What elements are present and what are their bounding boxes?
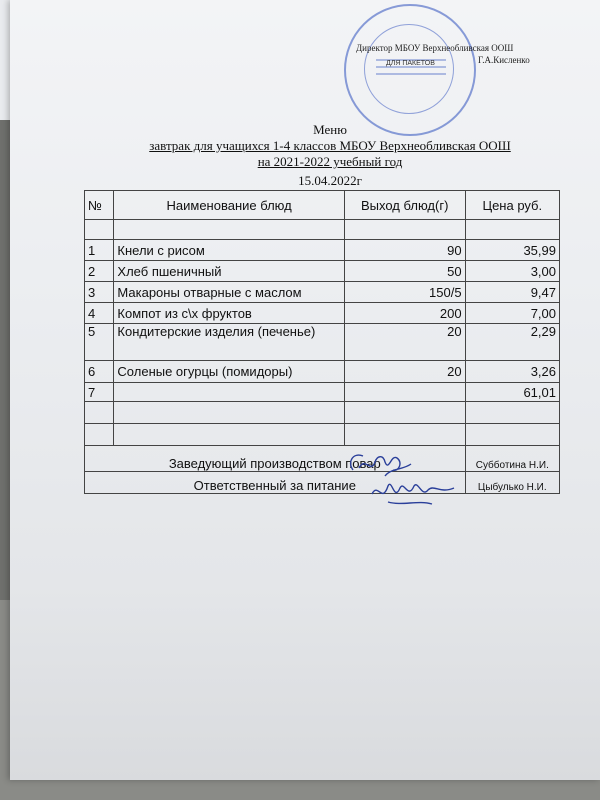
director-line: Директор МБОУ Верхнеобливская ООШ [356,43,514,53]
row-dish-name: Компот из с\х фруктов [114,303,344,324]
school-year: на 2021-2022 учебный год [257,154,403,169]
row-num: 2 [85,261,114,282]
row-num: 5 [85,324,114,361]
row-output: 50 [344,261,465,282]
row-output: 150/5 [344,282,465,303]
row-dish-name [114,383,344,402]
signature-role: Ответственный за питание [85,472,466,494]
row-price: 35,99 [465,240,559,261]
row-num: 3 [85,282,114,303]
page-title: Меню [313,122,347,137]
header-dish-name: Наименование блюд [114,191,344,220]
row-dish-name: Кондитерские изделия (печенье) [114,324,344,361]
official-stamp [344,4,476,136]
table-spacer-row [85,220,560,240]
page-subtitle: завтрак для учащихся 1-4 классов МБОУ Верхнеобливская ООШ [149,138,511,153]
header-num: № [85,191,114,220]
total-price: 61,01 [465,383,559,402]
row-price: 3,26 [465,361,559,383]
header-price: Цена руб. [465,191,559,220]
row-output [344,383,465,402]
table-total-row [85,383,560,402]
row-dish-name: Соленые огурцы (помидоры) [114,361,344,383]
signature-name: Субботина Н.И. [465,446,559,472]
signature-row [85,472,560,494]
table-row [85,303,560,324]
row-price: 3,00 [465,261,559,282]
table-row [85,282,560,303]
row-dish-name: Кнели с рисом [114,240,344,261]
director-name: Г.А.Кисленко [478,55,530,65]
row-price: 2,29 [465,324,559,361]
table-header-row [85,191,560,220]
table-empty-row [85,402,560,424]
menu-date: 15.04.2022г [298,173,362,188]
row-num: 6 [85,361,114,383]
row-output: 20 [344,324,465,361]
row-num: 4 [85,303,114,324]
row-dish-name: Макароны отварные с маслом [114,282,344,303]
signature-row [85,446,560,472]
menu-table [84,190,560,494]
table-row [85,240,560,261]
table-empty-row [85,424,560,446]
table-row [85,361,560,383]
director-approval [356,42,530,66]
row-price: 9,47 [465,282,559,303]
row-dish-name: Хлеб пшеничный [114,261,344,282]
row-output: 200 [344,303,465,324]
table-row [85,324,560,361]
signature-name: Цыбулько Н.И. [465,472,559,494]
row-output: 20 [344,361,465,383]
header-output: Выход блюд(г) [344,191,465,220]
row-num: 7 [85,383,114,402]
signature-role: Заведующий производством повар [85,446,466,472]
table-row [85,261,560,282]
stamp-text: ДЛЯ ПАКЕТОВ [386,60,435,67]
row-num: 1 [85,240,114,261]
row-price: 7,00 [465,303,559,324]
handwritten-signature-2 [368,476,458,510]
row-output: 90 [344,240,465,261]
